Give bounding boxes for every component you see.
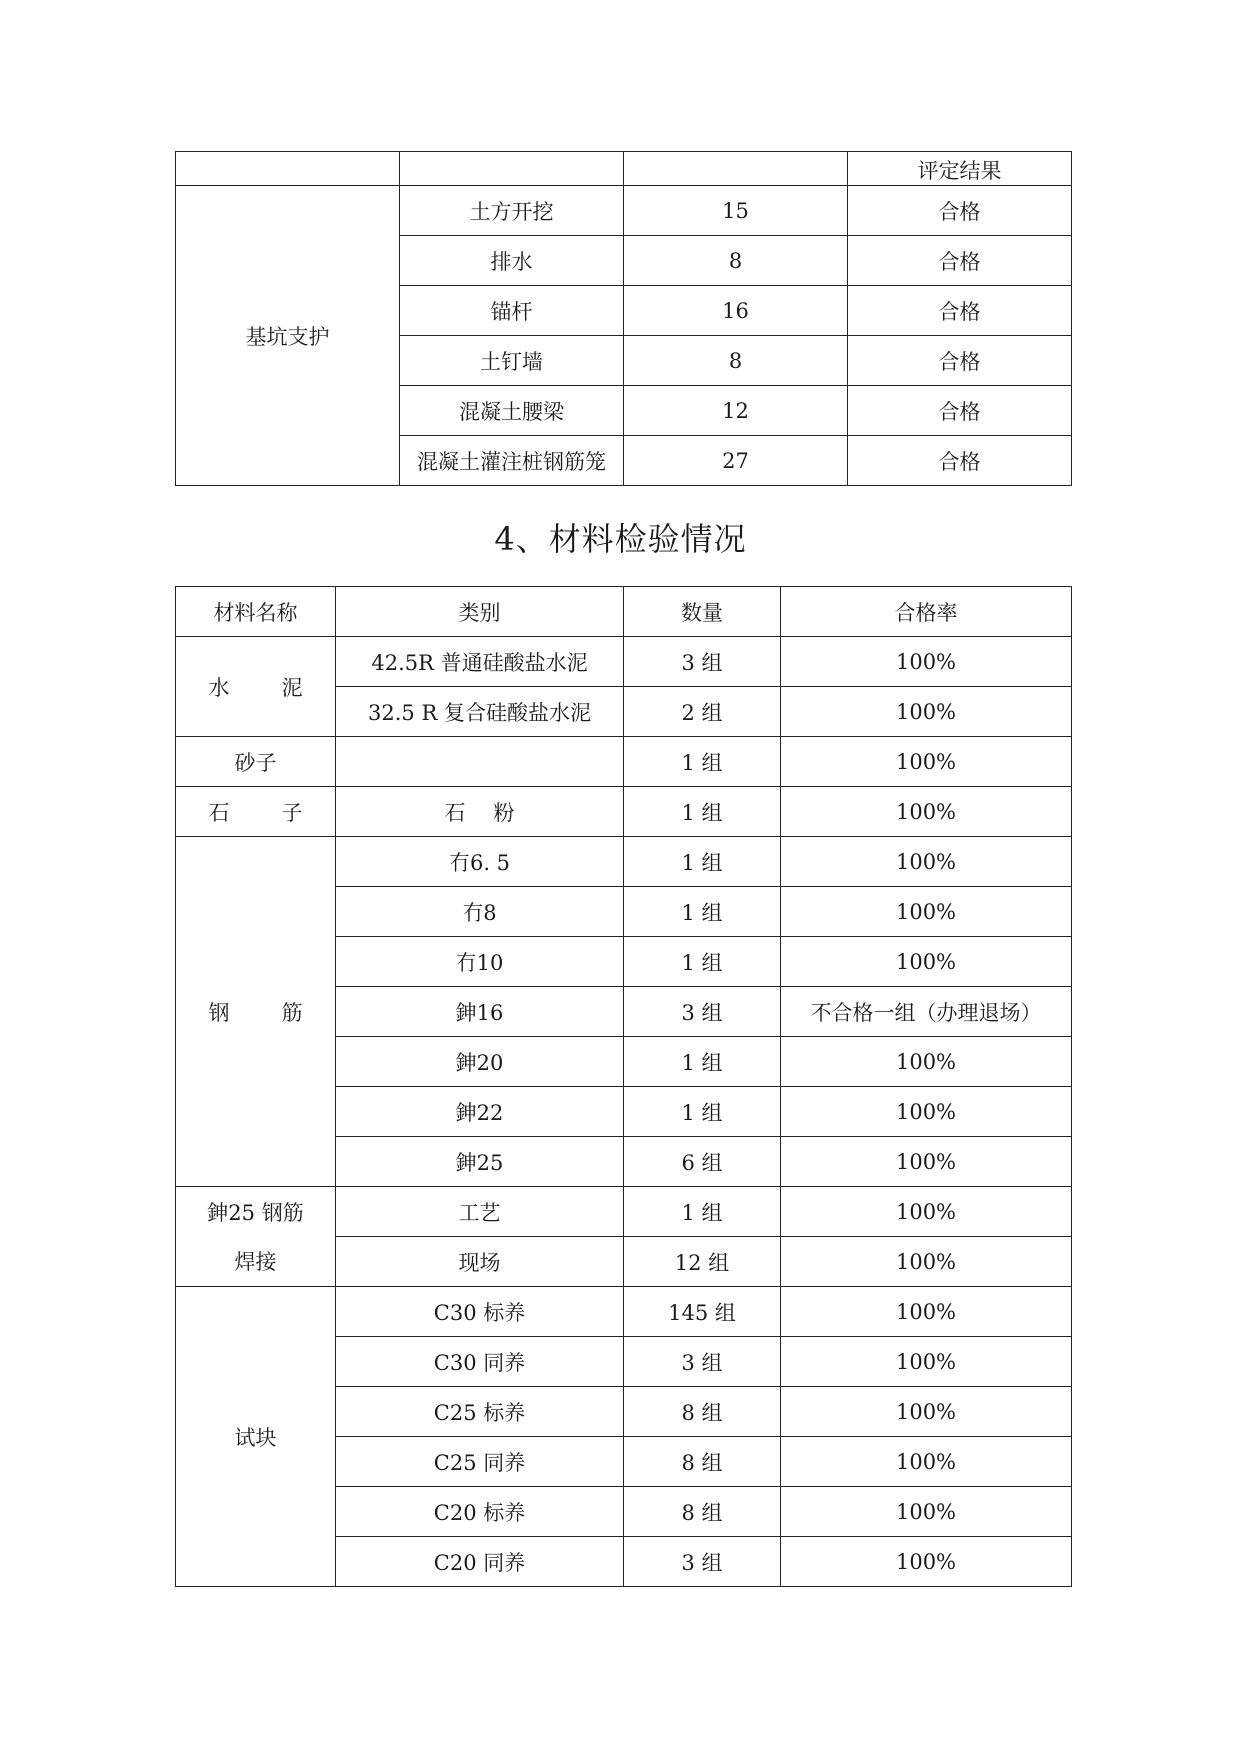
quantity-cell: 12 组 [624,1237,781,1287]
pass-rate-cell: 100% [781,1137,1072,1187]
quantity-cell: 3 组 [624,1537,781,1587]
material-name-part: 水 [208,675,230,700]
table-row [176,637,1072,687]
pass-rate-cell: 100% [781,1387,1072,1437]
table-row [176,737,1072,787]
pass-rate-cell: 不合格一组（办理退场） [781,987,1072,1037]
quantity-cell: 8 组 [624,1387,781,1437]
result-cell: 合格 [848,286,1072,336]
pass-rate-cell: 100% [781,637,1072,687]
item-cell: 土钉墙 [400,336,624,386]
table-row [176,186,1072,236]
quantity-cell: 8 组 [624,1437,781,1487]
count-cell: 27 [624,436,848,486]
pass-rate-cell: 100% [781,1487,1072,1537]
result-cell: 合格 [848,186,1072,236]
count-cell: 16 [624,286,848,336]
category-cell: 鉮25 [336,1137,624,1187]
material-name-part: 石 [208,800,230,825]
item-cell: 混凝土灌注桩钢筋笼 [400,436,624,486]
material-test-table [175,586,1072,1587]
item-cell: 混凝土腰梁 [400,386,624,436]
header-quantity: 数量 [624,587,781,637]
quantity-cell: 1 组 [624,837,781,887]
header-cell [176,152,400,186]
material-name-part: 泥 [281,675,303,700]
quantity-cell: 1 组 [624,787,781,837]
count-cell: 15 [624,186,848,236]
quantity-cell: 145 组 [624,1287,781,1337]
count-cell: 8 [624,336,848,386]
pass-rate-cell: 100% [781,1237,1072,1287]
quantity-cell: 3 组 [624,637,781,687]
category-cell: 现场 [336,1237,624,1287]
quantity-cell: 6 组 [624,1137,781,1187]
pass-rate-cell: 100% [781,1337,1072,1387]
table-row [176,1237,1072,1287]
category-cell: C30 标养 [336,1287,624,1337]
section-title: 4、材料检验情况 [494,520,747,558]
quantity-cell: 8 组 [624,1487,781,1537]
category-cell: 工艺 [336,1187,624,1237]
category-cell: 鉮16 [336,987,624,1037]
pass-rate-cell: 100% [781,887,1072,937]
category-cell: 42.5R 普通硅酸盐水泥 [336,637,624,687]
quantity-cell: 1 组 [624,1187,781,1237]
category-cell: 鉮22 [336,1087,624,1137]
quantity-cell: 3 组 [624,987,781,1037]
material-name-sand: 砂子 [176,737,336,787]
quantity-cell: 1 组 [624,937,781,987]
pass-rate-cell: 100% [781,1437,1072,1487]
pass-rate-cell: 100% [781,737,1072,787]
material-name-cement [176,637,336,737]
material-name-part: 子 [281,800,303,825]
category-part: 粉 [493,800,515,825]
category-cell: 32.5 R 复合硅酸盐水泥 [336,687,624,737]
result-cell: 合格 [848,336,1072,386]
quantity-cell: 2 组 [624,687,781,737]
category-cell: C30 同养 [336,1337,624,1387]
group-label: 基坑支护 [176,186,400,486]
quantity-cell: 1 组 [624,1037,781,1087]
result-cell: 合格 [848,386,1072,436]
quantity-cell: 1 组 [624,1087,781,1137]
table-header-row [176,587,1072,637]
material-name-steel [176,837,336,1187]
material-name-weld-line1: 鉮25 钢筋 [176,1187,336,1237]
table-row [176,787,1072,837]
material-name-part: 钢 [208,1000,230,1025]
category-cell: 冇8 [336,887,624,937]
pass-rate-cell: 100% [781,787,1072,837]
material-name-block: 试块 [176,1287,336,1587]
pass-rate-cell: 100% [781,1187,1072,1237]
pass-rate-cell: 100% [781,1537,1072,1587]
pass-rate-cell: 100% [781,1287,1072,1337]
category-cell [336,787,624,837]
table-row [176,1187,1072,1237]
inspection-table [175,151,1072,486]
header-cell [400,152,624,186]
header-cell [624,152,848,186]
category-cell: 冇10 [336,937,624,987]
pass-rate-cell: 100% [781,1037,1072,1087]
header-category: 类别 [336,587,624,637]
category-cell: C25 同养 [336,1437,624,1487]
quantity-cell: 3 组 [624,1337,781,1387]
category-cell: C20 标养 [336,1487,624,1537]
category-cell [336,737,624,787]
category-cell: C25 标养 [336,1387,624,1437]
material-name-weld-line2: 焊接 [176,1237,336,1287]
table-header-row [176,152,1072,186]
material-name-stone [176,787,336,837]
table-row [176,1287,1072,1337]
item-cell: 土方开挖 [400,186,624,236]
quantity-cell: 1 组 [624,887,781,937]
header-cell-result: 评定结果 [848,152,1072,186]
item-cell: 锚杆 [400,286,624,336]
category-cell: C20 同养 [336,1537,624,1587]
header-material-name: 材料名称 [176,587,336,637]
category-cell: 鉮20 [336,1037,624,1087]
quantity-cell: 1 组 [624,737,781,787]
pass-rate-cell: 100% [781,687,1072,737]
pass-rate-cell: 100% [781,837,1072,887]
pass-rate-cell: 100% [781,937,1072,987]
count-cell: 12 [624,386,848,436]
item-cell: 排水 [400,236,624,286]
pass-rate-cell: 100% [781,1087,1072,1137]
header-pass-rate: 合格率 [781,587,1072,637]
result-cell: 合格 [848,436,1072,486]
category-cell: 冇6. 5 [336,837,624,887]
table-row [176,837,1072,887]
material-name-part: 筋 [281,1000,303,1025]
category-part: 石 [444,800,466,825]
result-cell: 合格 [848,236,1072,286]
count-cell: 8 [624,236,848,286]
